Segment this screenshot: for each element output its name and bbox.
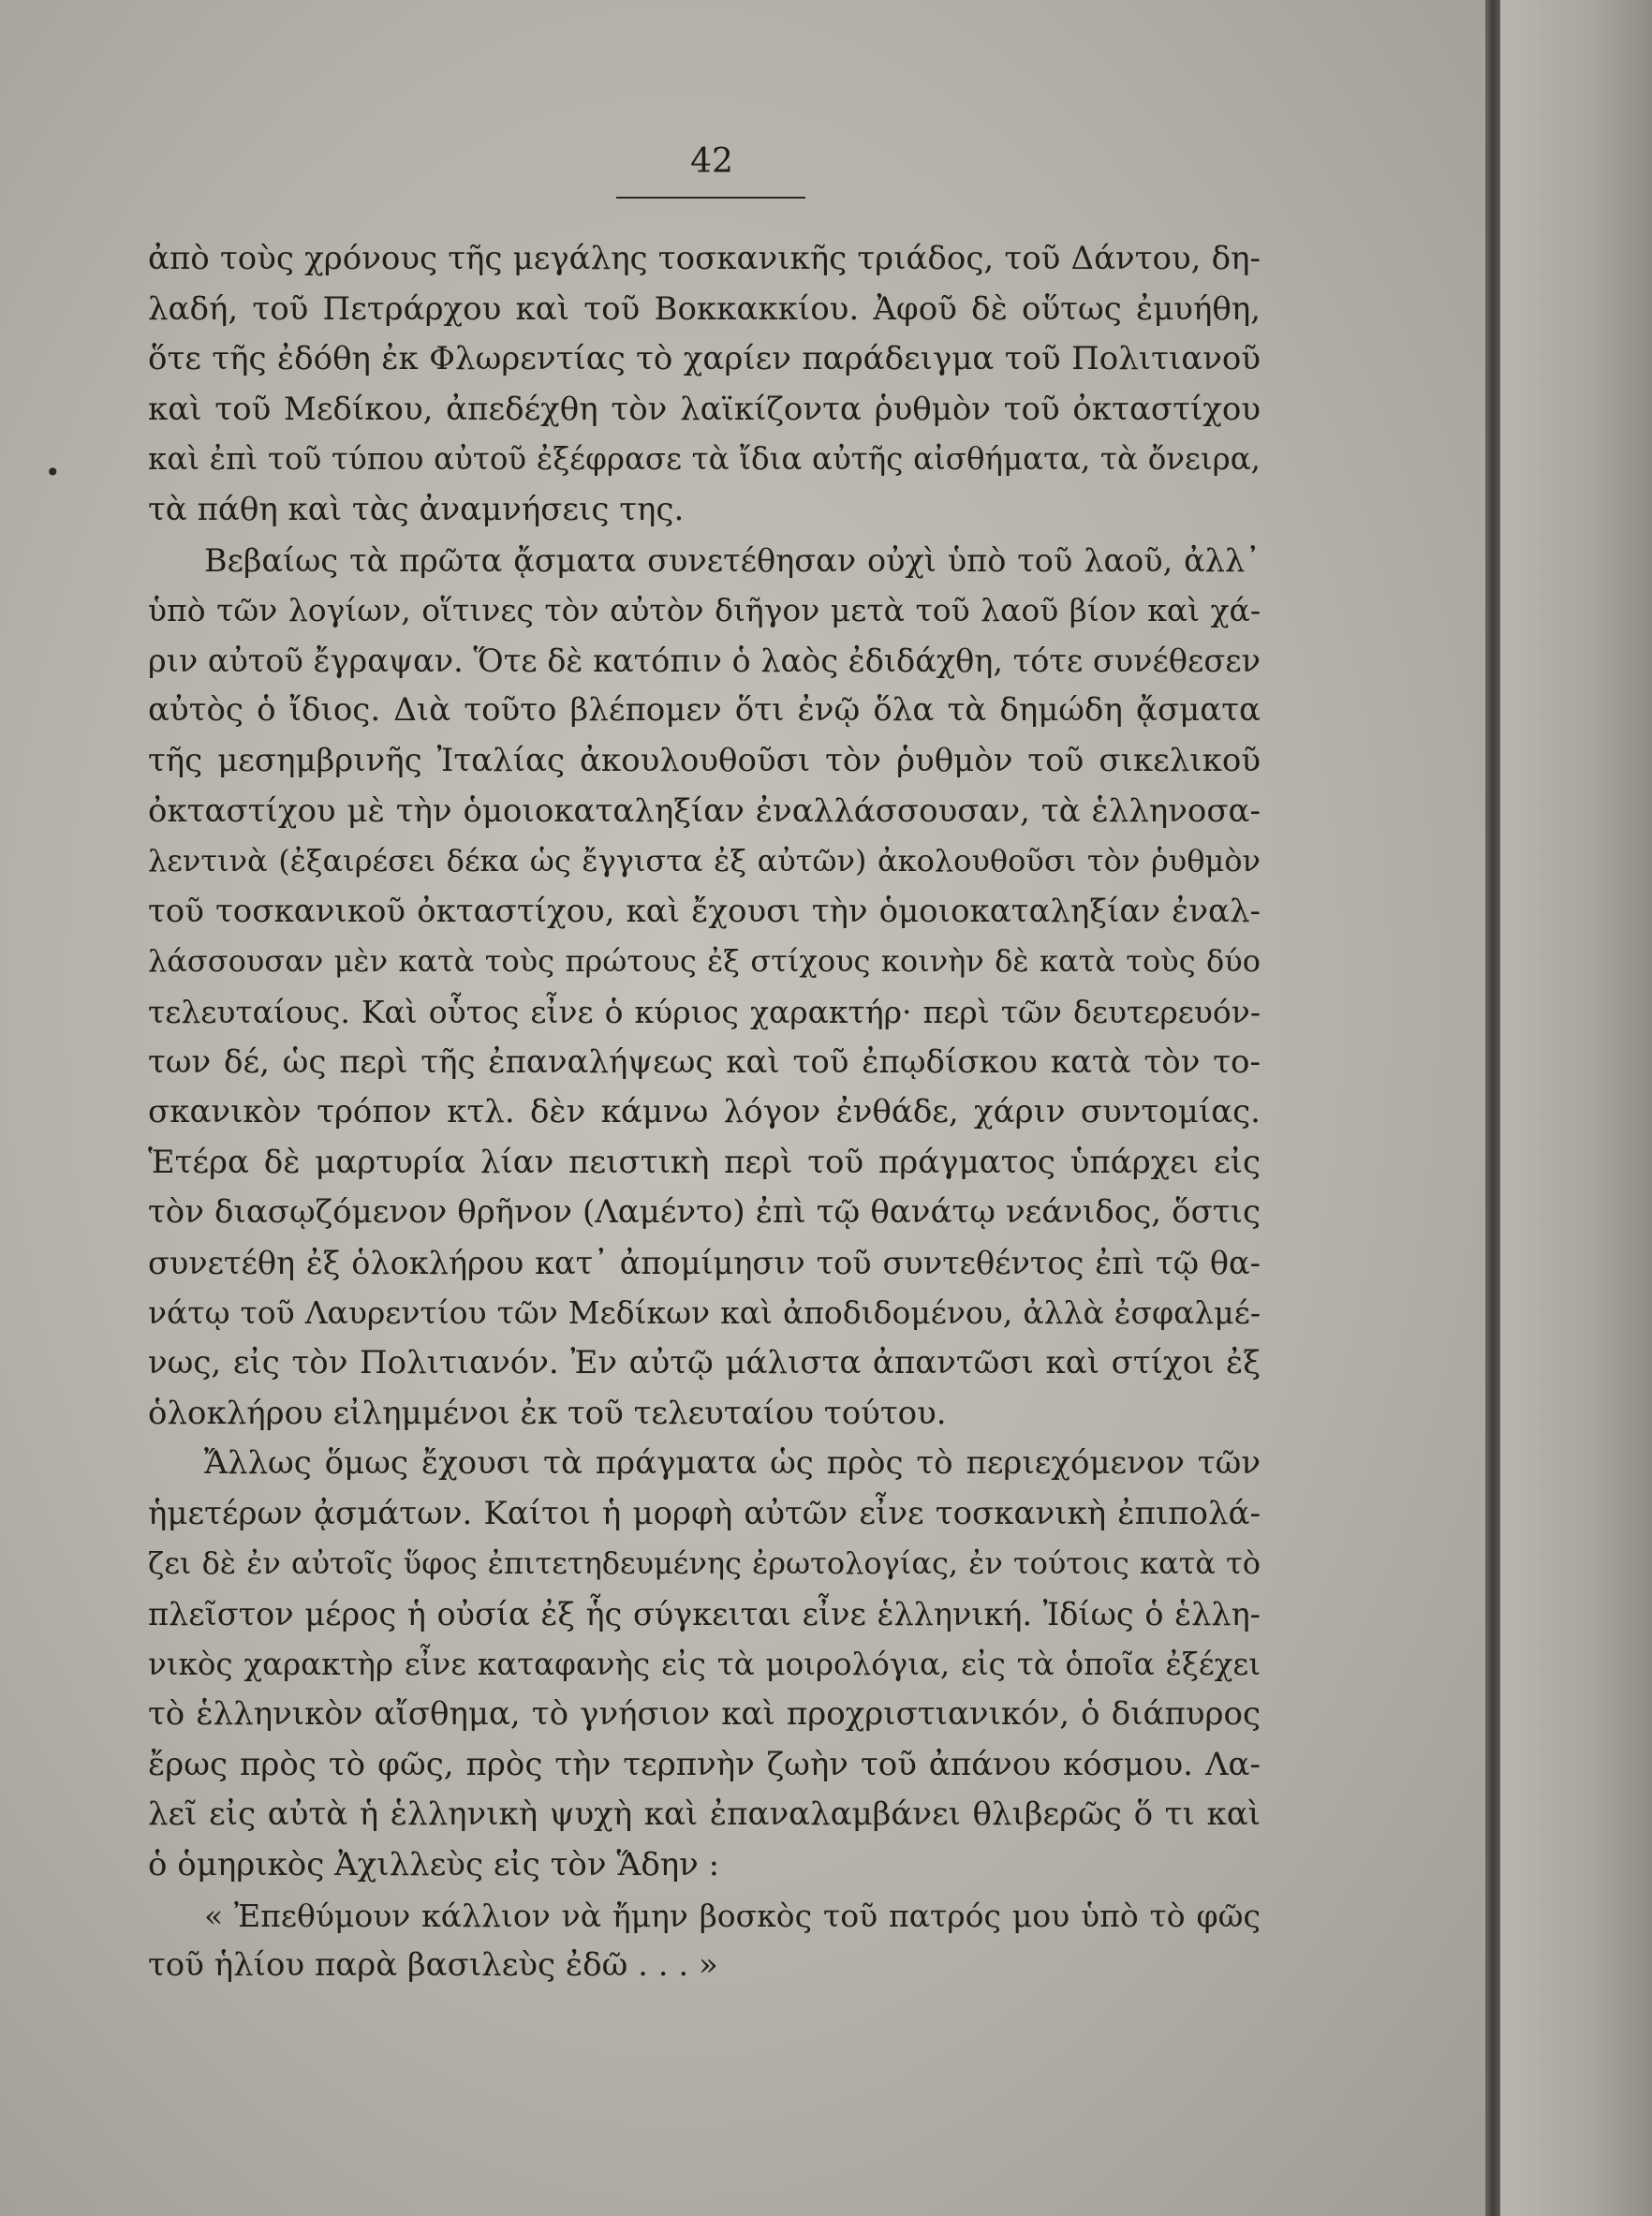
text-line: λεῖ εἰς αὐτὰ ἡ ἑλληνικὴ ψυχὴ καὶ ἐπαναλαμβάνει θλιβερῶς ὅ τι καὶ — [148, 1795, 1261, 1834]
quote-line: « Ἐπεθύμουν κάλλιον νὰ ἤμην βοσκὸς τοῦ πατρός μου ὑπὸ τὸ φῶς — [204, 1897, 1261, 1934]
text-line: νως, εἰς τὸν Πολιτιανόν. Ἐν αὐτῷ μάλιστα ἀπαντῶσι καὶ στίχοι ἐξ — [148, 1344, 1261, 1382]
page-number-rule — [616, 197, 805, 199]
text-line: νικὸς χαρακτὴρ εἶνε καταφανὴς εἰς τὰ μοιρολόγια, εἰς τὰ ὁποῖα ἐξέχει — [148, 1646, 1261, 1682]
text-line: καὶ τοῦ Μεδίκου, ἀπεδέχθη τὸν λαϊκίζοντα ῥυθμὸν τοῦ ὀκταστίχου — [148, 390, 1261, 428]
text-line: σκανικὸν τρόπον κτλ. δὲν κάμνω λόγον ἐνθάδε, χάριν συντομίας. — [148, 1093, 1261, 1131]
text-line: καὶ ἐπὶ τοῦ τύπου αὐτοῦ ἐξέφρασε τὰ ἴδια αὐτῆς αἰσθήματα, τὰ ὄνειρα, — [148, 441, 1261, 478]
text-line: λαδή, τοῦ Πετράρχου καὶ τοῦ Βοκκακκίου. Ἀφοῦ δὲ οὕτως ἐμυήθη, — [148, 289, 1261, 328]
text-line: τῆς μεσημβρινῆς Ἰταλίας ἀκουλουθοῦσι τὸν ῥυθμὸν τοῦ σικελικοῦ — [148, 741, 1261, 779]
text-line: τελευταίους. Καὶ οὗτος εἶνε ὁ κύριος χαρακτήρ· περὶ τῶν δευτερευόν- — [148, 993, 1261, 1030]
text-line: των δέ, ὡς περὶ τῆς ἐπαναλήψεως καὶ τοῦ ἐπῳδίσκου κατὰ τὸν το- — [148, 1042, 1261, 1081]
text-line: τὸ ἑλληνικὸν αἴσθημα, τὸ γνήσιον καὶ προχριστιανικόν, ὁ διάπυρος — [148, 1695, 1261, 1734]
text-line: ὁ ὁμηρικὸς Ἀχιλλεὺς εἰς τὸν Ἅδην : — [148, 1846, 720, 1884]
next-page-edge — [1500, 0, 1652, 2216]
text-line: Ἑτέρα δὲ μαρτυρία λίαν πειστικὴ περὶ τοῦ πράγματος ὑπάρχει εἰς — [148, 1143, 1261, 1181]
text-line: Βεβαίως τὰ πρῶτα ᾄσματα συνετέθησαν οὐχὶ ὑπὸ τοῦ λαοῦ, ἀλλ᾽ — [204, 541, 1261, 579]
book-spine — [1485, 0, 1500, 2216]
text-line: νάτῳ τοῦ Λαυρεντίου τῶν Μεδίκων καὶ ἀποδιδομένου, ἀλλὰ ἐσφαλμέ- — [148, 1294, 1261, 1332]
text-line: ὀκταστίχου μὲ τὴν ὁμοιοκαταληξίαν ἐναλλάσσουσαν, τὰ ἑλληνοσα- — [148, 791, 1261, 830]
text-line: τὰ πάθη καὶ τὰς ἀναμνήσεις της. — [148, 490, 685, 528]
text-line: τοῦ τοσκανικοῦ ὀκταστίχου, καὶ ἔχουσι τὴν ὁμοιοκαταληξίαν ἐναλ- — [148, 892, 1261, 930]
text-line: λάσσουσαν μὲν κατὰ τοὺς πρώτους ἐξ στίχους κοινὴν δὲ κατὰ τοὺς δύο — [148, 943, 1261, 980]
text-line: Ἄλλως ὅμως ἔχουσι τὰ πράγματα ὡς πρὸς τὸ περιεχόμενον τῶν — [204, 1444, 1261, 1483]
text-line: ἔρως πρὸς τὸ φῶς, πρὸς τὴν τερπνὴν ζωὴν τοῦ ἀπάνου κόσμου. Λα- — [148, 1745, 1261, 1783]
text-line: συνετέθη ἐξ ὁλοκλήρου κατ᾽ ἀπομίμησιν τοῦ συντεθέντος ἐπὶ τῷ θα- — [148, 1244, 1261, 1281]
text-line: ὑπὸ τῶν λογίων, οἵτινες τὸν αὐτὸν διῆγον μετὰ τοῦ λαοῦ βίον καὶ χά- — [148, 592, 1261, 629]
page-number: 42 — [690, 142, 733, 181]
margin-mark: • — [45, 457, 61, 488]
text-line: πλεῖστον μέρος ἡ οὐσία ἐξ ἧς σύγκειται εἶνε ἑλληνική. Ἰδίως ὁ ἑλλη- — [148, 1596, 1261, 1633]
text-line: ὁλοκλήρου εἰλημμένοι ἐκ τοῦ τελευταίου τούτου. — [148, 1394, 947, 1432]
text-line: ὅτε τῆς ἐδόθη ἐκ Φλωρεντίας τὸ χαρίεν παράδειγμα τοῦ Πολιτιανοῦ — [148, 340, 1261, 378]
text-line: αὐτὸς ὁ ἴδιος. Διὰ τοῦτο βλέπομεν ὅτι ἐνῷ ὅλα τὰ δημώδη ᾄσματα — [148, 691, 1261, 730]
text-line: τὸν διασῳζόμενον θρῆνον (Λαμέντο) ἐπὶ τῷ θανάτῳ νεάνιδος, ὅστις — [148, 1193, 1261, 1232]
quote-line: τοῦ ἡλίου παρὰ βασιλεὺς ἐδῶ . . . » — [148, 1946, 718, 1985]
text-line: ἀπὸ τοὺς χρόνους τῆς μεγάλης τοσκανικῆς τριάδος, τοῦ Δάντου, δη- — [148, 240, 1261, 277]
text-line: ἡμετέρων ᾀσμάτων. Καίτοι ἡ μορφὴ αὐτῶν εἶνε τοσκανικὴ ἐπιπολά- — [148, 1494, 1261, 1532]
text-line: ζει δὲ ἐν αὐτοῖς ὕφος ἐπιτετηδευμένης ἐρωτολογίας, ἐν τούτοις κατὰ τὸ — [148, 1545, 1261, 1582]
text-line: ριν αὐτοῦ ἔγραψαν. Ὅτε δὲ κατόπιν ὁ λαὸς ἐδιδάχθη, τότε συνέθεσεν — [148, 642, 1261, 679]
body-text — [148, 234, 1261, 1991]
text-line: λεντινὰ (ἐξαιρέσει δέκα ὡς ἔγγιστα ἐξ αὐτῶν) ἀκολουθοῦσι τὸν ῥυθμὸν — [148, 843, 1261, 879]
